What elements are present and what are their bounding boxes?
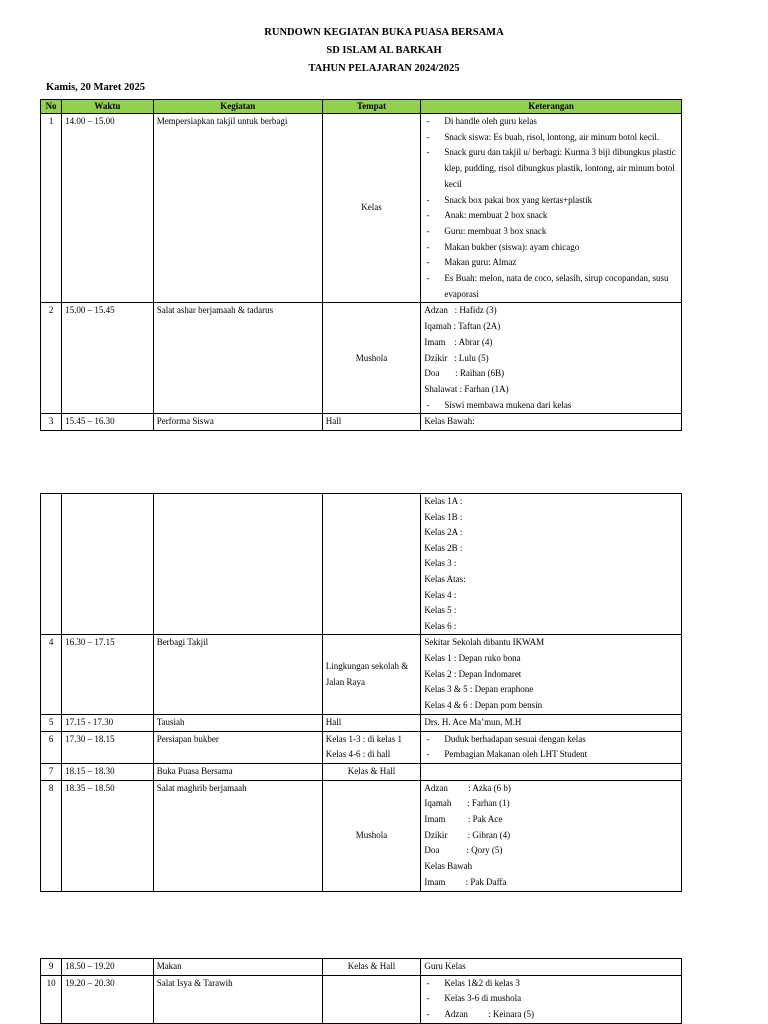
note-line: Kelas 3 : <box>424 558 457 569</box>
table-row <box>41 635 682 715</box>
row-time: 18.35 – 18.50 <box>62 780 154 891</box>
row-activity: Performa Siswa <box>153 414 322 431</box>
row-time: 18.15 – 18.30 <box>62 763 154 780</box>
note-line: Kelas 4 & 6 : Depan pom bensin <box>424 700 543 711</box>
note-line: Imam : Pak Ace <box>424 814 503 825</box>
row-number: 9 <box>41 959 62 976</box>
table-row <box>41 959 682 976</box>
row-activity: Tausiah <box>153 714 322 731</box>
col-header-time: Waktu <box>62 100 154 114</box>
row-notes: Kelas Bawah: <box>421 414 682 431</box>
note-line: Kelas 4 : <box>424 589 457 600</box>
note-line: Kelas 2A : <box>424 527 463 538</box>
row-place <box>322 731 421 763</box>
table-row <box>41 731 682 763</box>
row-number: 1 <box>41 114 62 303</box>
school-name: SD ISLAM AL BARKAH <box>326 45 442 56</box>
note-line: Kelas 5 : <box>424 605 457 616</box>
note-item: - Snack box pakai box yang kertas+plastik <box>424 193 678 209</box>
row-notes <box>421 731 682 763</box>
row-activity: Berbagi Takjil <box>153 635 322 715</box>
note-item: - Makan bukber (siswa): ayam chicago <box>424 240 678 256</box>
note-line: Shalawat : Farhan (1A) <box>424 383 509 394</box>
row-time: 19.20 – 20.30 <box>62 975 154 1023</box>
note-line: Kelas 1 : Depan ruko bona <box>424 653 521 664</box>
row-time <box>62 494 154 635</box>
note-line: Doa : Qory (5) <box>424 845 503 856</box>
note-line: Iqamah : Farhan (1) <box>424 798 510 809</box>
note-item: - Siswi membawa mukena dari kelas <box>424 398 678 414</box>
academic-year: TAHUN PELAJARAN 2024/2025 <box>308 63 460 74</box>
row-activity: Persiapan bukber <box>153 731 322 763</box>
table-row <box>41 780 682 891</box>
note-line: Adzan : Azka (6 b) <box>424 782 511 793</box>
row-time: 15.45 – 16.30 <box>62 414 154 431</box>
note-item: - Kelas 3-6 di mushola <box>424 991 678 1007</box>
document-title: RUNDOWN KEGIATAN BUKA PUASA BERSAMA <box>264 27 504 38</box>
row-place: Kelas & Hall <box>322 763 421 780</box>
col-header-no: No <box>41 100 62 114</box>
row-place: Lingkungan sekolah & Jalan Raya <box>322 635 421 715</box>
row-number: 6 <box>41 731 62 763</box>
note-item: - Makan guru: Almaz <box>424 255 678 271</box>
note-line: Kelas 6 : <box>424 620 457 631</box>
note-item: - Anak: membuat 2 box snack <box>424 208 678 224</box>
row-notes <box>421 114 682 303</box>
row-number <box>41 494 62 635</box>
row-number: 10 <box>41 975 62 1023</box>
table-row <box>41 114 682 303</box>
row-place <box>322 494 421 635</box>
note-item: - Pembagian Makanan oleh LHT Student <box>424 747 678 763</box>
row-time: 17.15 - 17.30 <box>62 714 154 731</box>
note-item: - Adzan : Keinara (5) <box>424 1007 678 1023</box>
note-line: Dzikir : Lulu (5) <box>424 352 489 363</box>
row-place: Hall <box>322 714 421 731</box>
table-header-row <box>41 100 682 114</box>
row-number: 7 <box>41 763 62 780</box>
row-notes: Drs. H. Ace Ma’mun, M.H <box>421 714 682 731</box>
row-number: 2 <box>41 303 62 414</box>
row-notes <box>421 780 682 891</box>
col-header-notes: Keterangan <box>421 100 682 114</box>
note-line: Adzan : Hafidz (3) <box>424 305 497 316</box>
event-date: Kamis, 20 Maret 2025 <box>46 82 145 93</box>
row-notes <box>421 635 682 715</box>
row-time: 15.00 – 15.45 <box>62 303 154 414</box>
col-header-place: Tempat <box>322 100 421 114</box>
note-line: Sekitar Sekolah dibantu IKWAM <box>424 637 545 648</box>
note-line: Dzikir : Gibran (4) <box>424 829 511 840</box>
rundown-table-part2 <box>40 493 682 892</box>
row-number: 3 <box>41 414 62 431</box>
table-row <box>41 975 682 1023</box>
row-place: Hall <box>322 414 421 431</box>
note-line: Kelas 1B : <box>424 511 463 522</box>
note-item: - Snack guru dan takjil u/ berbagi: Kurma 3 biji dibungkus plastic klep, pudding, risol dibungkus plastik, lontong, air minum botol kecil <box>424 145 678 192</box>
row-place: Kelas <box>322 114 421 303</box>
row-number: 8 <box>41 780 62 891</box>
note-line: Kelas 3 & 5 : Depan eraphone <box>424 684 534 695</box>
row-place: Kelas & Hall <box>322 959 421 976</box>
row-notes <box>421 975 682 1023</box>
row-activity: Makan <box>153 959 322 976</box>
table-row <box>41 494 682 635</box>
note-line: Imam : Abrar (4) <box>424 336 493 347</box>
row-notes <box>421 303 682 414</box>
note-line: Imam : Pak Daffa <box>424 876 507 887</box>
row-activity: Mempersiapkan takjil untuk berbagi <box>153 114 322 303</box>
table-row <box>41 763 682 780</box>
row-notes <box>421 494 682 635</box>
row-activity: Buka Puasa Bersama <box>153 763 322 780</box>
row-activity: Salat Isya & Tarawih <box>153 975 322 1023</box>
col-header-activity: Kegiatan <box>153 100 322 114</box>
note-item: - Kelas 1&2 di kelas 3 <box>424 976 678 992</box>
row-time: 17.30 – 18.15 <box>62 731 154 763</box>
rundown-table-part3 <box>40 958 682 1024</box>
row-place: Mushola <box>322 780 421 891</box>
row-activity: Salat maghrib berjamaah <box>153 780 322 891</box>
table-row <box>41 714 682 731</box>
table-row <box>41 414 682 431</box>
row-number: 5 <box>41 714 62 731</box>
rundown-table-part1 <box>40 99 682 431</box>
place-line: Kelas 1-3 : di kelas 1 <box>325 733 402 744</box>
row-activity: Salat ashar berjamaah & tadarus <box>153 303 322 414</box>
row-number: 4 <box>41 635 62 715</box>
table-row <box>41 303 682 414</box>
row-time: 14.00 – 15.00 <box>62 114 154 303</box>
row-activity <box>153 494 322 635</box>
place-line: Kelas 4-6 : di hall <box>325 749 391 760</box>
note-line: Doa : Raihan (6B) <box>424 368 505 379</box>
note-line: Kelas 2 : Depan Indomaret <box>424 668 522 679</box>
note-item: - Snack siswa: Es buah, risol, lontong, air minum botol kecil. <box>424 130 678 146</box>
note-item: - Guru: membuat 3 box snack <box>424 224 678 240</box>
row-place <box>322 975 421 1023</box>
row-time: 18.50 – 19.20 <box>62 959 154 976</box>
note-item: - Duduk berhadapan sesuai dengan kelas <box>424 732 678 748</box>
row-place: Mushola <box>322 303 421 414</box>
note-line: Kelas Bawah <box>424 861 473 872</box>
note-line: Kelas 2B : <box>424 542 463 553</box>
note-line: Kelas Atas: <box>424 573 466 584</box>
note-item: - Di handle oleh guru kelas <box>424 114 678 130</box>
note-line: Iqamah : Taftan (2A) <box>424 321 501 332</box>
note-line: Kelas 1A : <box>424 496 463 506</box>
row-notes <box>421 763 682 780</box>
row-time: 16.30 – 17.15 <box>62 635 154 715</box>
note-item: - Es Buah: melon, nata de coco, selasih, sirup cocopandan, susu evaporasi <box>424 271 678 302</box>
row-notes: Guru Kelas <box>421 959 682 976</box>
